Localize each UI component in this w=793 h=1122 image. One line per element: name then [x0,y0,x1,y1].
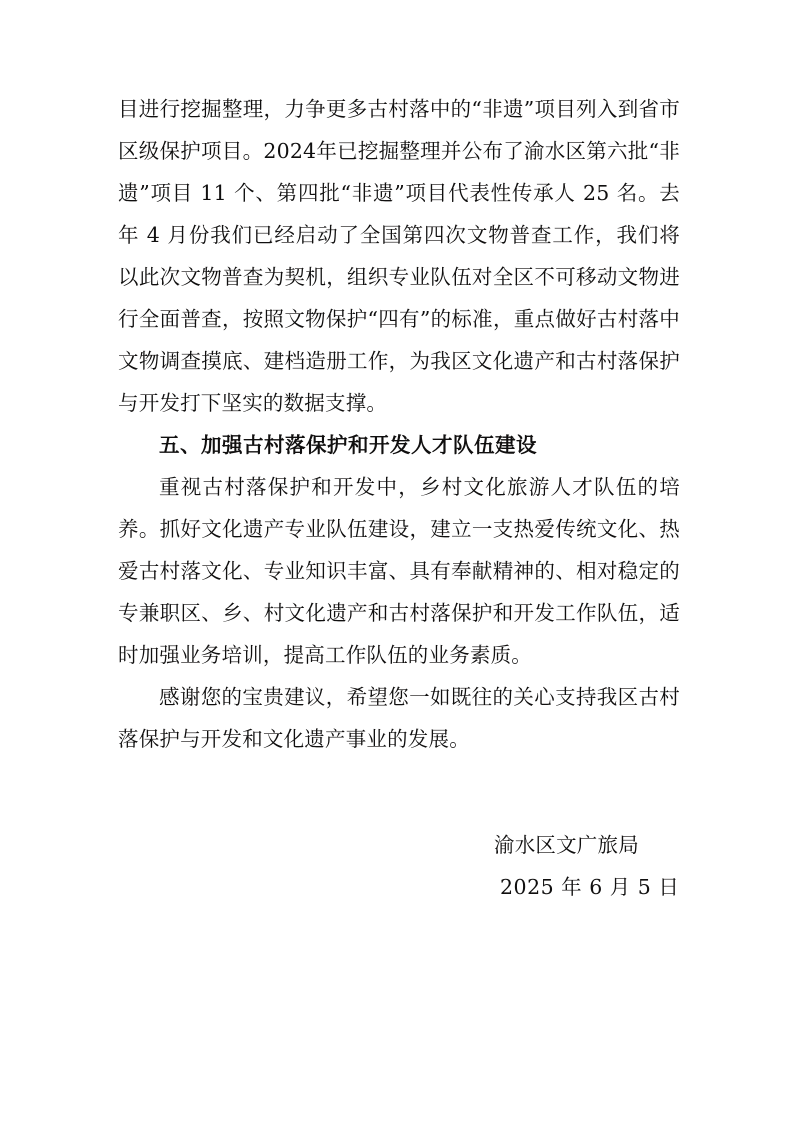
paragraph-closing-thanks: 感谢您的宝贵建议，希望您一如既往的关心支持我区古村落保护与开发和文化遗产事业的发展。 [118,685,680,751]
section-heading-five: 五、加强古村落保护和开发人才队伍建设 [159,433,537,457]
document-body [118,88,680,908]
signature-organization: 渝水区文广旅局 [494,833,639,857]
signature-date: 2025 年 6 月 5 日 [500,875,680,899]
signature-block [118,824,680,908]
paragraph-talent-team: 重视古村落保护和开发中，乡村文化旅游人才队伍的培养。抓好文化遗产专业队伍建设，建立一支热爱传统文化、热爱古村落文化、专业知识丰富、具有奉献精神的、相对稳定的专兼职区、乡、村文化遗产和古村落保护和开发工作队伍，适时加强业务培训，提高工作队伍的业务素质。 [118,475,680,667]
paragraph-continued-heritage: 目进行挖掘整理，力争更多古村落中的“非遗”项目列入到省市区级保护项目。2024年已挖掘整理并公布了渝水区第六批“非遗”项目 11 个、第四批“非遗”项目代表性传承人 25 名。去年 4 月份我们已经启动了全国第四次文物普查工作，我们将以此次文物普查为契机，组织专业队伍对全区不可移动文物进行全面普查，按照文物保护“四有”的标准，重点做好古村落中文物调查摸底、建档造册工作，为我区文化遗产和古村落保护与开发打下坚实的数据支撑。 [118,97,680,415]
